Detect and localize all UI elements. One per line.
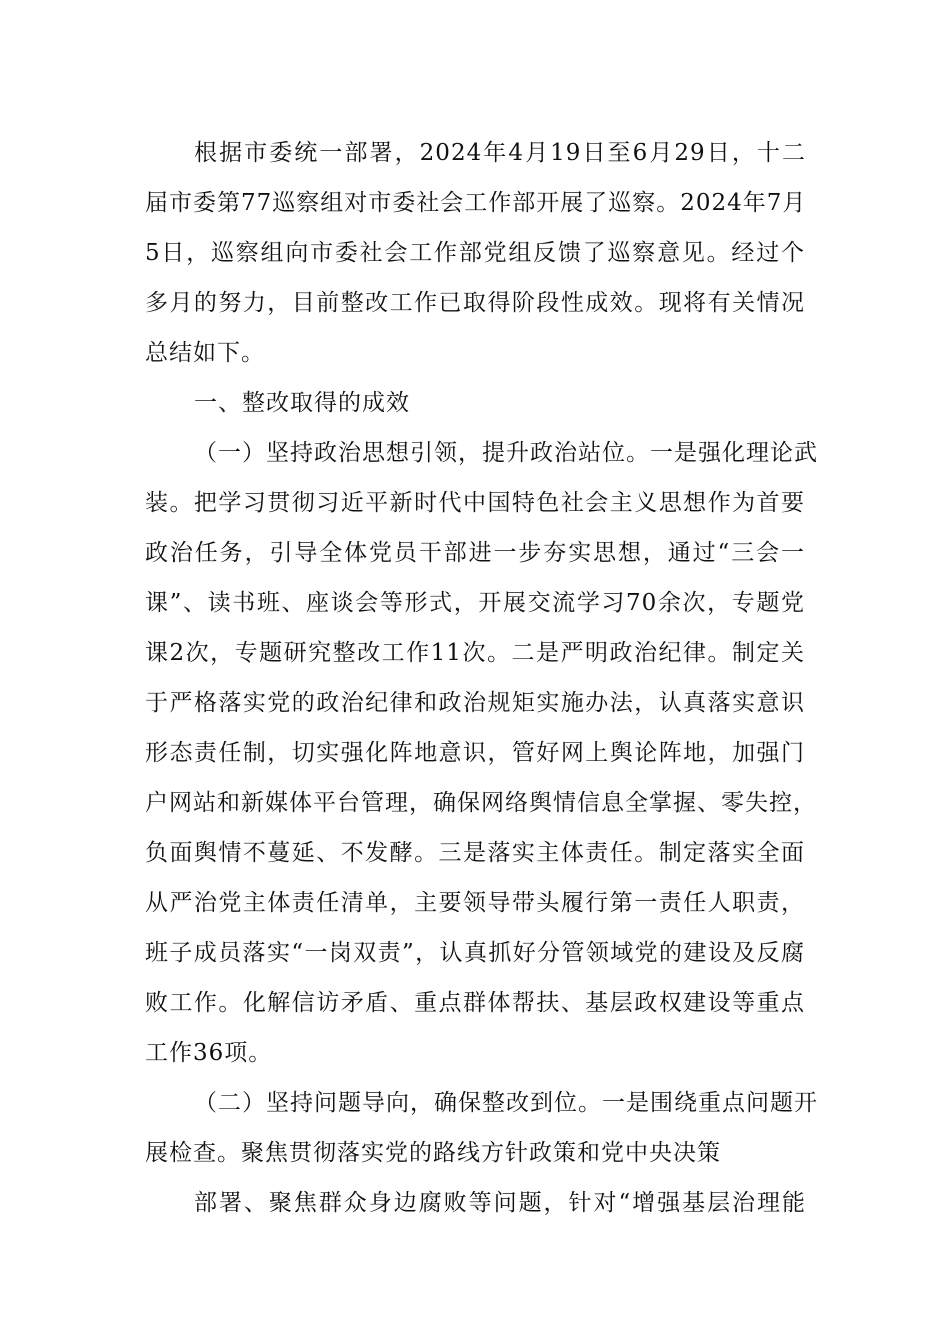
- paragraph-line: 课2次，专题研究整改工作11次。二是严明政治纪律。制定关: [145, 640, 805, 666]
- paragraph-line: 政治任务，引导全体党员干部进一步夯实思想，通过“三会一: [145, 540, 805, 566]
- paragraph-line: 户网站和新媒体平台管理，确保网络舆情信息全掌握、零失控，: [145, 790, 817, 816]
- paragraph-line: 5日，巡察组向市委社会工作部党组反馈了巡察意见。经过个: [145, 240, 805, 266]
- paragraph-line: 根据市委统一部署，2024年4月19日至6月29日，十二: [194, 140, 806, 166]
- section-heading: 一、整改取得的成效: [194, 390, 410, 416]
- paragraph-line: 班子成员落实“一岗双责”，认真抓好分管领域党的建设及反腐: [145, 940, 805, 966]
- paragraph-line: 工作36项。: [145, 1040, 273, 1066]
- paragraph-line: 多月的努力，目前整改工作已取得阶段性成效。现将有关情况: [145, 290, 805, 316]
- paragraph-line: （一）坚持政治思想引领，提升政治站位。一是强化理论武: [194, 440, 818, 466]
- paragraph-line: 败工作。化解信访矛盾、重点群体帮扶、基层政权建设等重点: [145, 990, 805, 1016]
- paragraph-line: 形态责任制，切实强化阵地意识，管好网上舆论阵地，加强门: [145, 740, 805, 766]
- paragraph-line: 部署、聚焦群众身边腐败等问题，针对“增强基层治理能: [194, 1190, 806, 1216]
- paragraph-line: 从严治党主体责任清单，主要领导带头履行第一责任人职责，: [145, 890, 805, 916]
- paragraph-line: 负面舆情不蔓延、不发酵。三是落实主体责任。制定落实全面: [145, 840, 805, 866]
- paragraph-line: （二）坚持问题导向，确保整改到位。一是围绕重点问题开: [194, 1090, 818, 1116]
- paragraph-line: 届市委第77巡察组对市委社会工作部开展了巡察。2024年7月: [145, 190, 807, 216]
- paragraph-line: 于严格落实党的政治纪律和政治规矩实施办法，认真落实意识: [145, 690, 805, 716]
- paragraph-line: 装。把学习贯彻习近平新时代中国特色社会主义思想作为首要: [145, 490, 805, 516]
- paragraph-line: 总结如下。: [145, 340, 265, 366]
- paragraph-line: 展检查。聚焦贯彻落实党的路线方针政策和党中央决策: [145, 1140, 721, 1166]
- paragraph-line: 课”、读书班、座谈会等形式，开展交流学习70余次，专题党: [145, 590, 805, 616]
